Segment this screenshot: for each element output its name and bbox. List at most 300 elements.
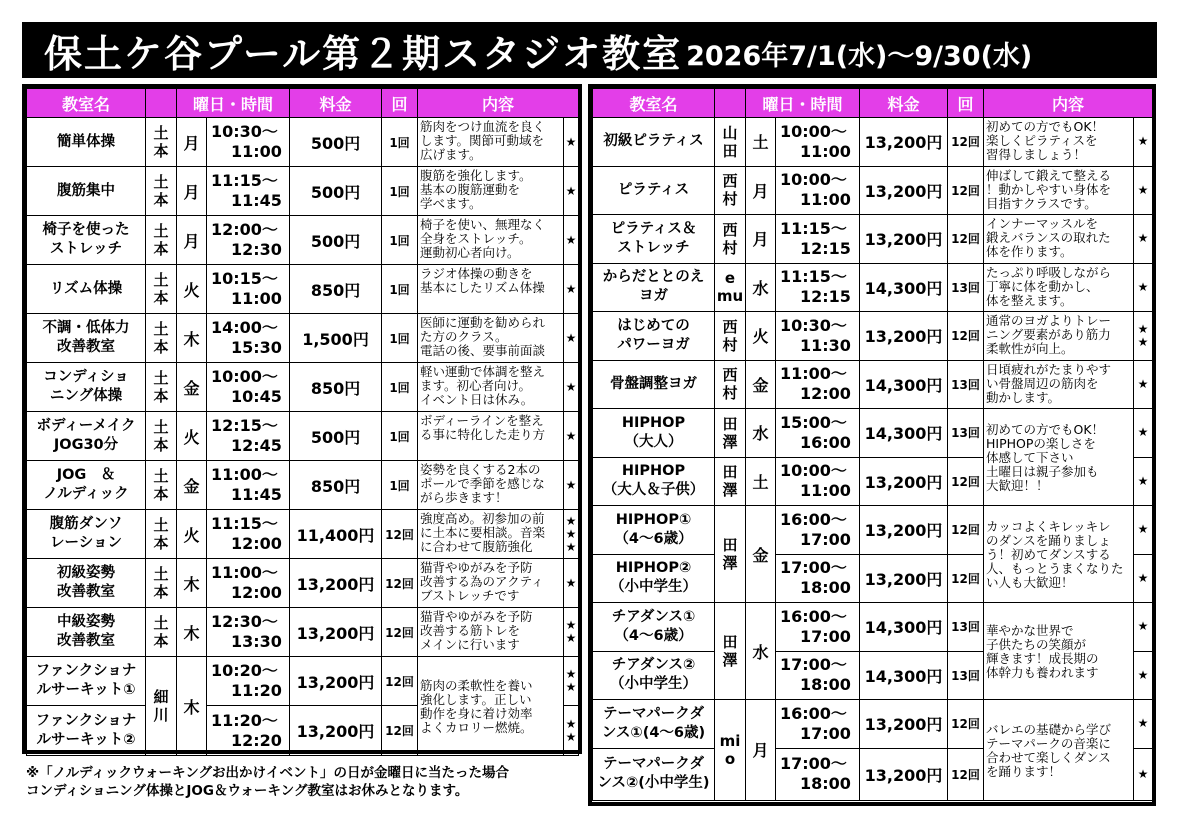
instructor: 土 本: [146, 461, 177, 510]
session-count: 13回: [948, 651, 984, 700]
class-name: リズム体操: [27, 265, 146, 314]
session-count: 13回: [948, 263, 984, 312]
star-marks: ★: [1134, 360, 1153, 409]
class-name: ファンクショナ ルサーキット①: [27, 657, 146, 706]
time-cell: [776, 409, 860, 458]
start-time: 11:20〜: [211, 710, 278, 730]
instructor: 田 澤: [715, 506, 746, 603]
end-time: 11:45: [231, 485, 282, 504]
table-row: [27, 510, 579, 559]
time-cell: [207, 363, 290, 412]
table-row: [593, 263, 1153, 312]
time-cell: [776, 360, 860, 409]
table-row: [27, 118, 579, 167]
time-cell: [776, 118, 860, 167]
weekday: 火: [177, 412, 207, 461]
description: ラジオ体操の動きを 基本にしたリズム体操: [418, 265, 564, 314]
start-time: 12:15〜: [211, 416, 278, 435]
class-name: JOG ＆ ノルディック: [27, 461, 146, 510]
instructor: 土 本: [146, 363, 177, 412]
fee: 500円: [290, 118, 382, 167]
instructor: 山 田: [715, 118, 746, 167]
session-count: 12回: [382, 608, 418, 657]
table-row: [27, 608, 579, 657]
fee: 14,300円: [860, 263, 948, 312]
weekday: 木: [177, 314, 207, 363]
table-row: [593, 312, 1153, 361]
class-name: ピラティス: [593, 166, 715, 215]
session-count: 12回: [948, 118, 984, 167]
table-row: [27, 265, 579, 314]
start-time: 12:30〜: [211, 612, 278, 631]
time-cell: [207, 510, 290, 559]
description: 医師に運動を勧められ た方のクラス。 電話の後、要事前面談: [418, 314, 564, 363]
time-cell: [776, 312, 860, 361]
class-name: ボディーメイク JOG30分: [27, 412, 146, 461]
fee: 850円: [290, 363, 382, 412]
star-marks: ★ ★: [564, 706, 579, 756]
start-time: 14:00〜: [211, 318, 278, 337]
description: 椅子を使い、無理なく 全身をストレッチ。 運動初心者向け。: [418, 216, 564, 265]
fee: 14,300円: [860, 603, 948, 652]
star-marks: ★: [1134, 215, 1153, 264]
end-time: 13:30: [231, 632, 282, 651]
header-content: 内容: [984, 89, 1153, 118]
description: 筋肉の柔軟性を養い 強化します。正しい 動作を身に着け効率 よくカロリー燃焼。: [418, 657, 564, 756]
class-name: HIPHOP② （小中学生）: [593, 554, 715, 603]
table-row: [27, 216, 579, 265]
time-cell: [776, 506, 860, 555]
instructor: 土 本: [146, 608, 177, 657]
start-time: 10:20〜: [211, 661, 278, 680]
class-name: テーマパークダ ンス②(小中学生): [593, 748, 715, 800]
description: 華やかな世界で 子供たちの笑顔が 輝きます！成長期の 体幹力も養われます: [984, 603, 1134, 700]
session-count: 12回: [382, 657, 418, 706]
instructor: 細 川: [146, 657, 177, 756]
table-header-row: [593, 89, 1153, 118]
description: ボディーラインを整え る事に特化した走り方: [418, 412, 564, 461]
fee: 13,200円: [860, 118, 948, 167]
fee: 13,200円: [290, 608, 382, 657]
star-marks: ★: [564, 559, 579, 608]
class-name: 腹筋ダンソ レーション: [27, 510, 146, 559]
class-name: チアダンス① （4〜6歳）: [593, 603, 715, 652]
end-time: 12:00: [231, 534, 282, 553]
start-time: 15:00〜: [780, 412, 847, 432]
start-time: 10:15〜: [211, 269, 278, 288]
fee: 500円: [290, 216, 382, 265]
star-marks: ★: [1134, 700, 1153, 749]
weekday: 金: [746, 360, 776, 409]
weekday: 水: [746, 409, 776, 458]
description: 姿勢を良くする2本の ポールで季節を感じな がら歩きます！: [418, 461, 564, 510]
table-row: [27, 559, 579, 608]
time-cell: [776, 651, 860, 700]
time-cell: [207, 559, 290, 608]
right-schedule-panel: [588, 84, 1156, 806]
end-time: 11:00: [800, 481, 851, 501]
star-marks: ★: [564, 118, 579, 167]
session-count: 1回: [382, 363, 418, 412]
end-time: 17:00: [800, 723, 851, 743]
table-row: [593, 166, 1153, 215]
description: 初めての方でもOK！ 楽しくピラティスを 習得しましょう！: [984, 118, 1134, 167]
start-time: 17:00〜: [780, 558, 847, 578]
start-time: 17:00〜: [780, 754, 847, 773]
fee: 13,200円: [860, 215, 948, 264]
end-time: 18:00: [800, 675, 851, 695]
end-time: 12:15: [800, 287, 851, 307]
weekday: 月: [746, 166, 776, 215]
header-count: 回: [382, 89, 418, 118]
instructor: 田 澤: [715, 457, 746, 506]
time-cell: [776, 166, 860, 215]
end-time: 18:00: [800, 774, 851, 793]
table-row: [593, 360, 1153, 409]
term-dates: 2026年7/1(水)〜9/30(水): [686, 40, 1033, 72]
left-schedule-panel: [22, 84, 582, 754]
class-name: コンディショ ニング体操: [27, 363, 146, 412]
class-name: 中級姿勢 改善教室: [27, 608, 146, 657]
weekday: 土: [746, 457, 776, 506]
table-row: [27, 657, 579, 706]
star-marks: ★: [564, 216, 579, 265]
end-time: 10:45: [231, 387, 282, 406]
instructor: 土 本: [146, 216, 177, 265]
weekday: 月: [746, 215, 776, 264]
table-header-row: [27, 89, 579, 118]
class-name: からだととのえ ヨガ: [593, 263, 715, 312]
time-cell: [776, 700, 860, 749]
description: 日頃疲れがたまりやす い骨盤周辺の筋肉を 動かします。: [984, 360, 1134, 409]
star-marks: ★ ★: [564, 657, 579, 706]
start-time: 10:00〜: [780, 121, 847, 141]
time-cell: [207, 216, 290, 265]
weekday: 木: [177, 657, 207, 756]
star-marks: ★: [1134, 263, 1153, 312]
start-time: 10:30〜: [211, 122, 278, 141]
time-cell: [207, 608, 290, 657]
star-marks: ★: [1134, 457, 1153, 506]
instructor: 西 村: [715, 360, 746, 409]
description: 強度高め。初参加の前 に土本に要相談。音楽 に合わせて腹筋強化: [418, 510, 564, 559]
description: 猫背やゆがみを予防 改善する為のアクティ ブストレッチです: [418, 559, 564, 608]
class-name: HIPHOP （大人）: [593, 409, 715, 458]
session-count: 13回: [948, 603, 984, 652]
time-cell: [776, 748, 860, 800]
star-marks: ★: [1134, 554, 1153, 603]
star-marks: ★: [1134, 118, 1153, 167]
weekday: 土: [746, 118, 776, 167]
fee: 14,300円: [860, 651, 948, 700]
fee: 1,500円: [290, 314, 382, 363]
header-fee: 料金: [290, 89, 382, 118]
footnote: ※「ノルディックウォーキングお出かけイベント」の日が金曜日に当たった場合 コンディショニング体操とJOG＆ウォーキング教室はお休みとなります。: [26, 765, 510, 799]
description: 初めての方でもOK！ HIPHOPの楽しさを 体感して下さい 土曜日は親子参加も 大歓迎！！: [984, 409, 1134, 506]
description: 猫背やゆがみを予防 改善する筋トレを メインに行います: [418, 608, 564, 657]
class-name: ピラティス＆ ストレッチ: [593, 215, 715, 264]
session-count: 1回: [382, 118, 418, 167]
weekday: 火: [746, 312, 776, 361]
weekday: 木: [177, 608, 207, 657]
end-time: 11:00: [800, 141, 851, 161]
session-count: 1回: [382, 216, 418, 265]
right-schedule-table: [592, 88, 1153, 801]
weekday: 火: [177, 265, 207, 314]
star-marks: ★: [564, 461, 579, 510]
start-time: 16:00〜: [780, 509, 847, 529]
class-name: 腹筋集中: [27, 167, 146, 216]
instructor: 西 村: [715, 215, 746, 264]
left-schedule-table: [26, 88, 579, 756]
class-name: 初級ピラティス: [593, 118, 715, 167]
weekday: 火: [177, 510, 207, 559]
star-marks: ★: [1134, 166, 1153, 215]
instructor: 土 本: [146, 314, 177, 363]
table-row: [593, 603, 1153, 652]
header-class-name: 教室名: [27, 89, 146, 118]
instructor: 土 本: [146, 167, 177, 216]
session-count: 1回: [382, 167, 418, 216]
class-name: HIPHOP （大人＆子供）: [593, 457, 715, 506]
session-count: 12回: [382, 706, 418, 756]
table-row: [27, 167, 579, 216]
start-time: 11:00〜: [211, 465, 278, 484]
table-row: [27, 461, 579, 510]
session-count: 1回: [382, 314, 418, 363]
time-cell: [776, 603, 860, 652]
description: カッコよくキレッキレ のダンスを踊りましょ う！初めてダンスする 人、もっとうまくなりた い人も大歓迎！: [984, 506, 1134, 603]
time-cell: [207, 265, 290, 314]
weekday: 月: [177, 167, 207, 216]
class-name: テーマパークダ ンス①(4〜6歳): [593, 700, 715, 749]
session-count: 1回: [382, 412, 418, 461]
start-time: 17:00〜: [780, 655, 847, 675]
session-count: 12回: [382, 510, 418, 559]
end-time: 11:20: [231, 681, 282, 700]
instructor: 土 本: [146, 118, 177, 167]
session-count: 12回: [382, 559, 418, 608]
fee: 13,200円: [860, 748, 948, 800]
fee: 13,200円: [290, 559, 382, 608]
star-marks: ★ ★ ★: [564, 510, 579, 559]
fee: 850円: [290, 461, 382, 510]
end-time: 18:00: [800, 578, 851, 598]
instructor: 田 澤: [715, 409, 746, 458]
description: 筋肉をつけ血流を良く します。関節可動域を 広げます。: [418, 118, 564, 167]
weekday: 木: [177, 559, 207, 608]
instructor: 土 本: [146, 265, 177, 314]
class-name: 初級姿勢 改善教室: [27, 559, 146, 608]
time-cell: [207, 657, 290, 706]
end-time: 17:00: [800, 626, 851, 646]
class-name: チアダンス② （小中学生）: [593, 651, 715, 700]
star-marks: ★ ★: [1134, 312, 1153, 361]
header-instructor: [715, 89, 746, 118]
start-time: 11:15〜: [211, 514, 278, 533]
session-count: 13回: [948, 409, 984, 458]
start-time: 11:00〜: [211, 563, 278, 582]
star-marks: ★: [1134, 748, 1153, 800]
description: バレエの基礎から学び テーマパークの音楽に 合わせて楽しくダンス を踊ります！: [984, 700, 1134, 801]
fee: 13,200円: [860, 554, 948, 603]
time-cell: [776, 554, 860, 603]
fee: 13,200円: [860, 457, 948, 506]
instructor: 土 本: [146, 510, 177, 559]
weekday: 金: [177, 461, 207, 510]
session-count: 12回: [948, 506, 984, 555]
end-time: 12:00: [231, 583, 282, 602]
weekday: 金: [177, 363, 207, 412]
description: 通常のヨガよりトレー ニング要素があり筋力 柔軟性が向上。: [984, 312, 1134, 361]
fee: 13,200円: [290, 657, 382, 706]
table-row: [593, 506, 1153, 555]
star-marks: ★: [564, 412, 579, 461]
table-row: [593, 118, 1153, 167]
table-row: [27, 363, 579, 412]
session-count: 1回: [382, 461, 418, 510]
weekday: 金: [746, 506, 776, 603]
header-count: 回: [948, 89, 984, 118]
time-cell: [776, 215, 860, 264]
end-time: 12:00: [800, 384, 851, 404]
end-time: 11:45: [231, 191, 282, 210]
fee: 13,200円: [860, 506, 948, 555]
star-marks: ★: [564, 265, 579, 314]
time-cell: [207, 314, 290, 363]
time-cell: [207, 412, 290, 461]
fee: 13,200円: [860, 700, 948, 749]
start-time: 11:15〜: [780, 218, 847, 238]
time-cell: [776, 263, 860, 312]
description: 腹筋を強化します。 基本の腹筋運動を 学べます。: [418, 167, 564, 216]
description: 軽い運動で体調を整え ます。初心者向け。 イベント日は休み。: [418, 363, 564, 412]
session-count: 12回: [948, 166, 984, 215]
session-count: 12回: [948, 457, 984, 506]
star-marks: ★: [1134, 409, 1153, 458]
instructor: 土 本: [146, 559, 177, 608]
time-cell: [207, 167, 290, 216]
fee: 14,300円: [860, 360, 948, 409]
description: たっぷり呼吸しながら 丁寧に体を動かし、 体を整えます。: [984, 263, 1134, 312]
session-count: 1回: [382, 265, 418, 314]
session-count: 12回: [948, 700, 984, 749]
title-bar: [22, 22, 1157, 78]
fee: 13,200円: [860, 166, 948, 215]
start-time: 11:15〜: [780, 267, 847, 287]
weekday: 水: [746, 263, 776, 312]
time-cell: [207, 706, 290, 756]
star-marks: ★: [564, 167, 579, 216]
start-time: 12:00〜: [211, 220, 278, 239]
weekday: 水: [746, 603, 776, 700]
session-count: 12回: [948, 554, 984, 603]
class-name: 椅子を使った ストレッチ: [27, 216, 146, 265]
header-day-time: 曜日・時間: [746, 89, 860, 118]
end-time: 16:00: [800, 432, 851, 452]
class-name: HIPHOP① （4〜6歳）: [593, 506, 715, 555]
session-count: 12回: [948, 312, 984, 361]
fee: 850円: [290, 265, 382, 314]
table-row: [593, 409, 1153, 458]
start-time: 10:00〜: [780, 461, 847, 481]
start-time: 16:00〜: [780, 703, 847, 723]
header-content: 内容: [418, 89, 579, 118]
instructor: e mu: [715, 263, 746, 312]
instructor: 土 本: [146, 412, 177, 461]
start-time: 10:00〜: [780, 170, 847, 190]
star-marks: ★: [564, 314, 579, 363]
table-row: [27, 412, 579, 461]
class-name: ファンクショナ ルサーキット②: [27, 706, 146, 756]
star-marks: ★: [1134, 651, 1153, 700]
start-time: 16:00〜: [780, 606, 847, 626]
end-time: 12:45: [231, 436, 282, 455]
start-time: 10:00〜: [211, 367, 278, 386]
table-row: [27, 314, 579, 363]
class-name: 簡単体操: [27, 118, 146, 167]
instructor: mi o: [715, 700, 746, 801]
start-time: 11:00〜: [780, 364, 847, 384]
star-marks: ★ ★: [564, 608, 579, 657]
table-row: [593, 215, 1153, 264]
start-time: 11:15〜: [211, 171, 278, 190]
session-count: 13回: [948, 360, 984, 409]
instructor: 田 澤: [715, 603, 746, 700]
start-time: 10:30〜: [780, 315, 847, 335]
page-title: 保土ケ谷プール第２期スタジオ教室: [44, 31, 683, 76]
instructor: 西 村: [715, 166, 746, 215]
star-marks: ★: [564, 363, 579, 412]
class-name: はじめての パワーヨガ: [593, 312, 715, 361]
header-day-time: 曜日・時間: [177, 89, 290, 118]
weekday: 月: [177, 118, 207, 167]
end-time: 11:30: [800, 335, 851, 355]
session-count: 12回: [948, 748, 984, 800]
header-class-name: 教室名: [593, 89, 715, 118]
weekday: 月: [177, 216, 207, 265]
end-time: 12:20: [231, 730, 282, 750]
time-cell: [207, 118, 290, 167]
star-marks: ★: [1134, 506, 1153, 555]
description: インナーマッスルを 鍛えバランスの取れた 体を作ります。: [984, 215, 1134, 264]
class-name: 骨盤調整ヨガ: [593, 360, 715, 409]
instructor: 西 村: [715, 312, 746, 361]
class-name: 不調・低体力 改善教室: [27, 314, 146, 363]
fee: 500円: [290, 167, 382, 216]
end-time: 15:30: [231, 338, 282, 357]
fee: 13,200円: [290, 706, 382, 756]
star-marks: ★: [1134, 603, 1153, 652]
fee: 500円: [290, 412, 382, 461]
table-row: [593, 700, 1153, 749]
fee: 14,300円: [860, 409, 948, 458]
header-instructor: [146, 89, 177, 118]
header-fee: 料金: [860, 89, 948, 118]
end-time: 11:00: [800, 190, 851, 210]
end-time: 12:30: [231, 240, 282, 259]
description: 伸ばして鍛えて整える ！動かしやすい身体を 目指すクラスです。: [984, 166, 1134, 215]
session-count: 12回: [948, 215, 984, 264]
weekday: 月: [746, 700, 776, 801]
time-cell: [207, 461, 290, 510]
time-cell: [776, 457, 860, 506]
end-time: 11:00: [231, 142, 282, 161]
fee: 11,400円: [290, 510, 382, 559]
end-time: 11:00: [231, 289, 282, 308]
end-time: 12:15: [800, 238, 851, 258]
fee: 13,200円: [860, 312, 948, 361]
